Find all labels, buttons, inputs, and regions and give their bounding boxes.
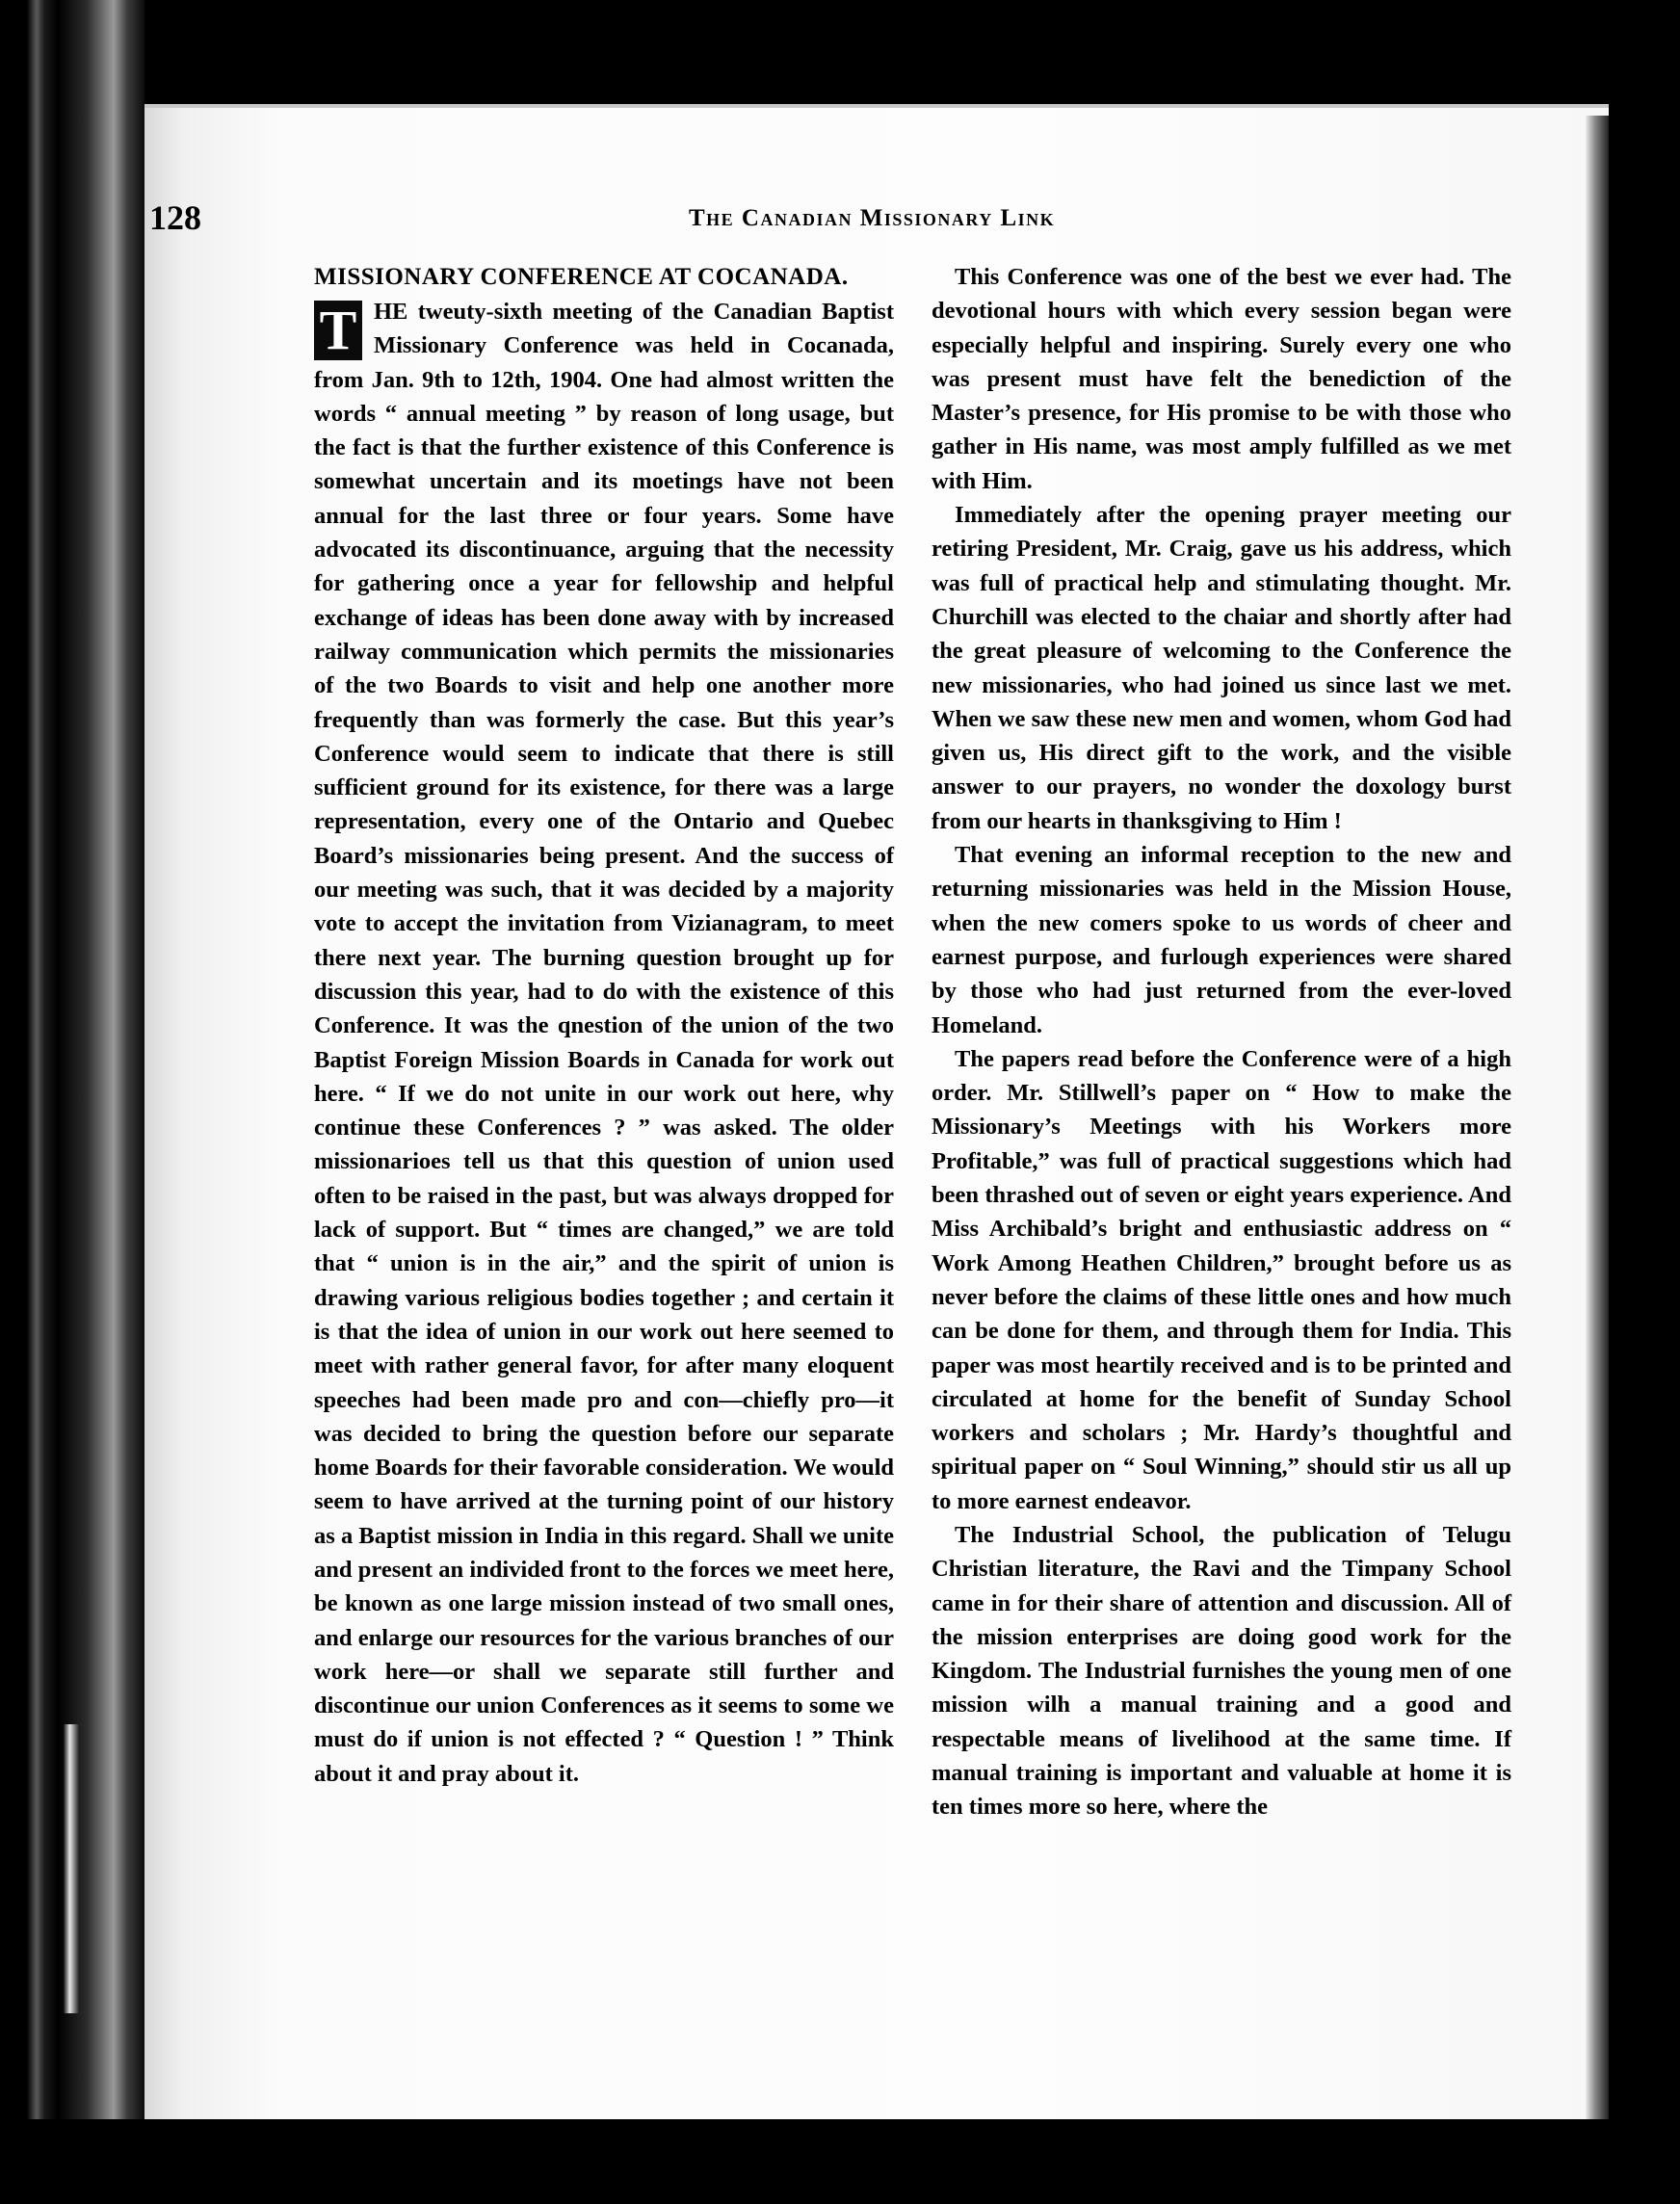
page-edge-highlight (64, 1724, 79, 2013)
article-paragraph-1 (314, 295, 894, 1791)
drop-cap: T (314, 301, 362, 360)
article-paragraph-6: The Industrial School, the publication of Telugu Christian literature, the Ravi and the Timpany School came in for their share of attention and discussion. All of the mission enterprises are doing good work for the Kingdom. The Industrial furnishes the young men of one mission wilh a manual training and a good and respectable means of livelihood at the same time. If manual training is important and valuable at home it is ten times more so here, where the (932, 1521, 1511, 1821)
scan-border-right (1609, 0, 1680, 2204)
scan-border-bottom (0, 2119, 1680, 2204)
right-column (932, 260, 1511, 1824)
page-header (149, 197, 1517, 242)
page-curl-edge (1586, 116, 1609, 2119)
page-number: 128 (149, 198, 201, 237)
left-column (314, 260, 894, 1791)
article-paragraph-3: Immediately after the opening prayer meeting our retiring President, Mr. Craig, gave us his address, which was full of practical help and stimulating thought. Mr. Churchill was elected to the chaiar and shortly after had the great pleasure of welcoming to the Conference the new missionaries, who had joined us since last we met. When we saw these new men and women, whom God had given us, His direct gift to the work, and the visible answer to our prayers, no wonder the doxology burst from our hearts in thanksgiving to Him ! (932, 502, 1511, 834)
article-paragraph-5: The papers read before the Conference were of a high order. Mr. Stillwell’s paper on “ How to make the Missionary’s Meetings with his Workers more Profitable,” was full of practical suggestions which had been thrashed out of seven or eight years experience. And Miss Archibald’s bright and enthusiastic address on “ Work Among Heathen Children,” brought before us as never before the claims of these little ones and how much can be done for them, and through them for India. This paper was most heartily received and is to be printed and circulated at home for the benefit of Sunday School workers and scholars ; Mr. Hardy’s thoughtful and spiritual paper on “ Soul Winning,” should stir us all up to more earnest endeavor. (932, 1045, 1511, 1514)
article-paragraph-2: This Conference was one of the best we ever had. The devotional hours with which every session began were especially helpful and inspiring. Surely every one who was present must have felt the benediction of the Master’s presence, for His promise to be with those who gather in His name, was most amply fulfilled as we met with Him. (932, 264, 1511, 494)
article-title: MISSIONARY CONFERENCE AT COCANADA. (314, 264, 849, 290)
article-paragraph-4: That evening an informal reception to the new and returning missionaries was held in the Mission House, when the new comers spoke to us words of cheer and earnest purpose, and furlough experiences were shared by those who had just returned from the ever-loved Homeland. (932, 842, 1511, 1038)
paragraph-text: HE tweuty-sixth meeting of the Canadian Baptist Missionary Conference was held in Cocanada, from Jan. 9th to 12th, 1904. One had almost written the words “ annual meeting ” by reason of long usage, but the fact is that the further existence of this Conference is somewhat uncertain and its moetings have not been annual for the last three or four years. Some have advocated its discontinuance, arguing that the necessity for gathering once a year for fellowship and helpful exchange of ideas has been done away with by increased railway communication which permits the missionaries of the two Boards to visit and help one another more frequently than was formerly the case. But this year’s Conference would seem to indicate that there is still sufficient ground for its existence, for there was a large representation, every one of the Ontario and Quebec Board’s missionaries being present. And the success of our meeting was such, that it was decided by a majority vote to accept the invitation from Vizianagram, to meet there next year. The burning question brought up for discussion this year, had to do with the existence of this Conference. It was the qnestion of the union of the two Baptist Foreign Mission Boards in Canada for work out here. “ If we do not unite in our work out here, why continue these Conferences ? ” was asked. The older missionarioes tell us that this question of union used often to be raised in the past, but was always dropped for lack of support. But “ times are changed,” we are told that “ union is in the air,” and the spirit of union is drawing various religious bodies together ; and certain it is that the idea of union in our work out here seemed to meet with rather general favor, for after many eloquent speeches had been made pro and con—chiefly pro—it was decided to bring the question before our separate home Boards for their favorable consideration. We would seem to have arrived at the turning point of our history as a Baptist mission in India in this regard. Shall we unite and present an individed front to the forces we meet here, be known as one large mission instead of two small ones, and enlarge our resources for the various branches of our work here—or shall we separate still further and discontinue our union Conferences as it seems to some we must do if union is not effected ? “ Question ! ” Think about it and pray about it. (314, 299, 894, 1787)
scan-border-top (0, 0, 1680, 104)
running-head: The Canadian Missionary Link (689, 205, 1056, 231)
